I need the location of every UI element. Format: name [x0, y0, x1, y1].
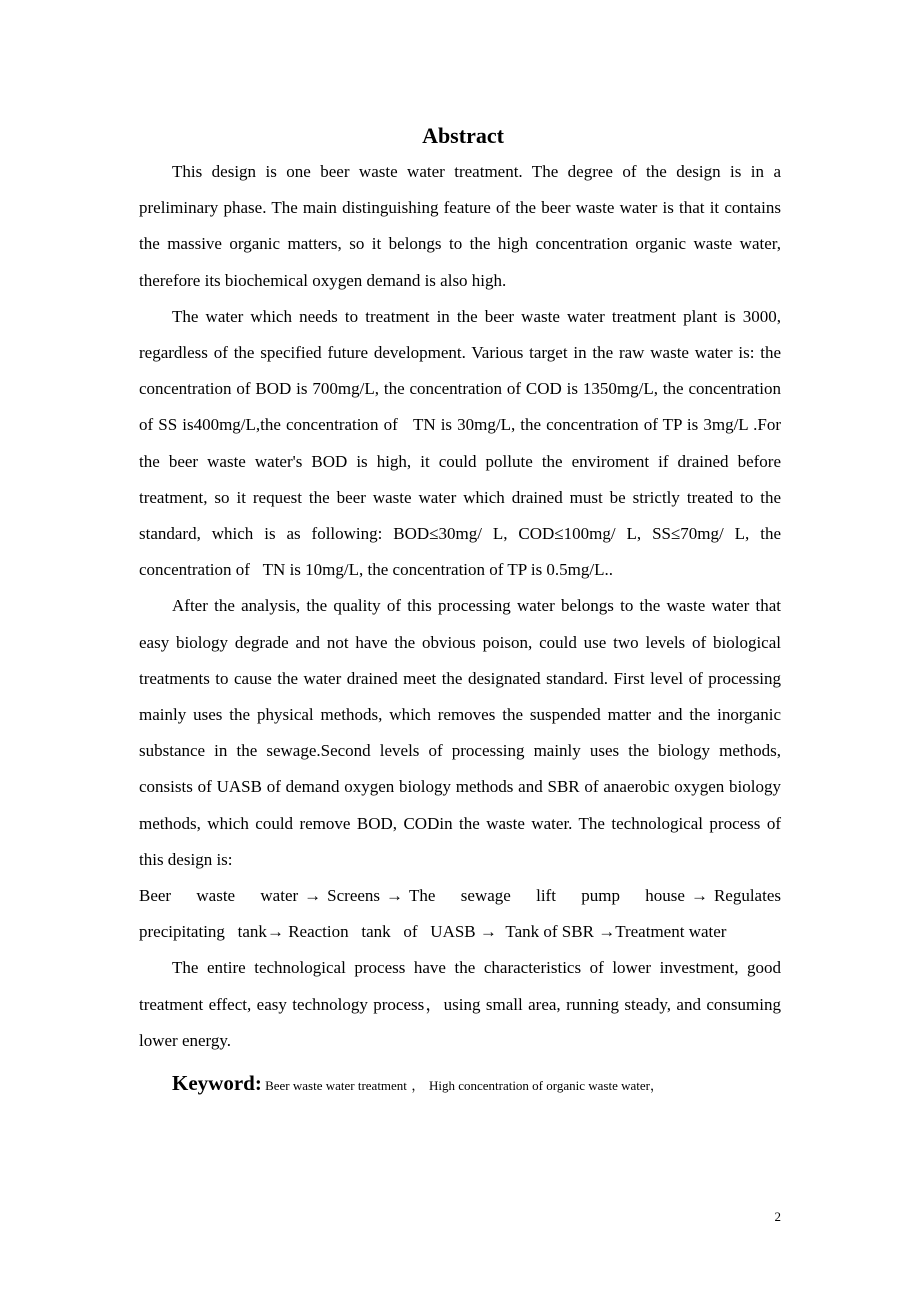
- page-content: [139, 118, 781, 1101]
- keyword-separator: ，: [411, 1078, 425, 1094]
- flow-arrow-6: →: [598, 922, 616, 942]
- keyword-item-2: High concentration of organic waste water，: [428, 1078, 663, 1094]
- flow-arrow-5: →: [479, 922, 497, 942]
- abstract-conclusion: The entire technological process have the characteristics of lower investment, good treatment effect, easy technology process，using small area, running steady, and consuming lower energy.: [139, 958, 781, 1050]
- keyword-item-1: Beer waste water treatment: [265, 1078, 407, 1094]
- flow-arrow-4: →: [266, 922, 284, 942]
- flow-arrow-2: →: [386, 886, 404, 906]
- abstract-paragraph-1: This design is one beer waste water treatment. The degree of the design is in a preliminary phase. The main distinguishing feature of the beer waste water is that it contains the massive organic matters, so it belongs to the high concentration organic waste water, therefore its biochemical oxygen demand is also high.: [139, 162, 781, 290]
- flow-step-5: Reaction tank of UASB: [288, 922, 476, 942]
- flow-step-6: Tank of SBR: [496, 922, 594, 942]
- flow-step-1: Beer waste water: [139, 886, 299, 906]
- flow-step-7: Treatment water: [615, 922, 727, 942]
- flow-step-4: Regulates precipitating tank: [139, 886, 781, 942]
- flow-arrow-1: →: [304, 886, 322, 906]
- abstract-title: Abstract: [422, 123, 504, 148]
- abstract-paragraph-2: The water which needs to treatment in the beer waste water treatment plant is 3000, regardless of the specified future development. Various target in the raw waste water is: the concentration of BOD is 700mg/L, the concentration of COD is 1350mg/L, the concentration of SS is400mg/L,the concentration of TN is 30mg/L, the concentration of TP is 3mg/L .For the beer waste water's BOD is high, it could pollute the enviroment if drained before treatment, so it request the beer waste water which drained must be strictly treated to the standard, which is as following: BOD≤30mg/ L, COD≤100mg/ L, SS≤70mg/ L, the concentration of TN is 10mg/L, the concentration of TP is 0.5mg/L..: [139, 306, 781, 580]
- abstract-paragraph-3: After the analysis, the quality of this processing water belongs to the waste water that easy biology degrade and not have the obvious poison, could use two levels of biological treatments to cause the water drained meet the designated standard. First level of processing mainly uses the physical methods, which removes the suspended matter and the inorganic substance in the sewage.Second levels of processing mainly uses the biology methods, consists of UASB of demand oxygen biology methods and SBR of anaerobic oxygen biology methods, which could remove BOD, CODin the waste water. The technological process of this design is:: [139, 596, 781, 869]
- flow-arrow-3: →: [690, 886, 708, 906]
- keywords-label: Keyword:: [172, 1071, 262, 1096]
- flow-step-2: Screens: [327, 886, 381, 906]
- page-number: 2: [774, 1209, 781, 1224]
- flow-step-3: The sewage lift pump house: [409, 886, 685, 906]
- keywords-line: [172, 1068, 781, 1101]
- process-flow: [139, 878, 781, 950]
